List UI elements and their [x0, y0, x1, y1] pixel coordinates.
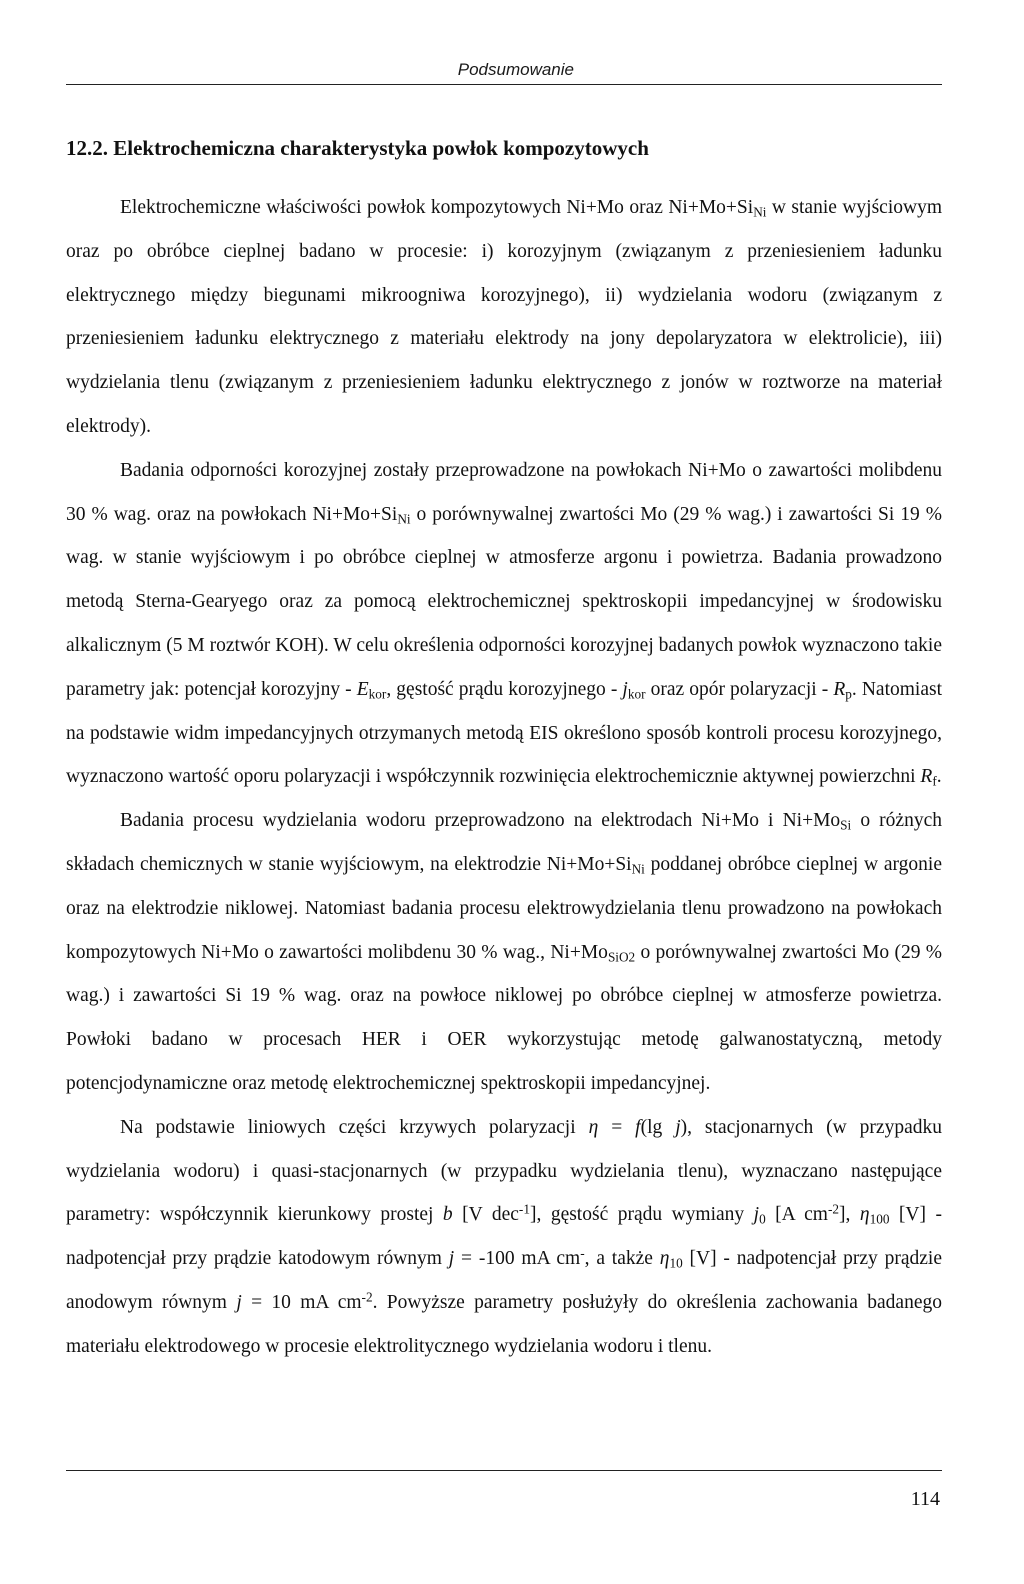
subscript: Ni — [631, 861, 645, 877]
subscript: SiO2 — [607, 948, 636, 964]
text-run: = -100 mA cm — [454, 1248, 581, 1270]
subscript: kor — [368, 686, 387, 702]
italic-symbol: j — [675, 1116, 681, 1138]
text-run: (lg — [640, 1116, 676, 1138]
text-run: . Powyższe parametry posłużyły do określenia zachowania badanego materiału elektrodowego w procesie elektrolitycznego wydzielania wodoru i tlenu. — [66, 1291, 942, 1357]
running-header: Podsumowanie — [457, 60, 574, 79]
italic-symbol: η — [588, 1116, 599, 1138]
body-text — [66, 186, 942, 1369]
italic-symbol: j — [753, 1204, 760, 1226]
italic-symbol: η — [659, 1248, 670, 1270]
subscript: 100 — [869, 1211, 890, 1227]
text-run: . — [936, 766, 942, 788]
text-run: Na podstawie liniowych części krzywych polaryzacji — [120, 1116, 589, 1138]
text-run: oraz opór polaryzacji - — [645, 678, 834, 700]
subscript: kor — [627, 686, 646, 702]
paragraph — [66, 799, 942, 1106]
text-run: [V] - nadpotencjał przy prądzie anodowym równym — [66, 1248, 942, 1313]
text-run: . Natomiast na podstawie widm impedancyjnych otrzymanych metodą EIS określono sposób kontroli procesu korozyjnego, wyznaczono wartość oporu polaryzacji i współczynnik rozwinięcia elektrochemicznie aktywnej powierzchni — [66, 678, 942, 788]
page-number: 114 — [910, 1488, 940, 1510]
superscript: -1 — [518, 1201, 530, 1217]
subscript: f — [932, 773, 937, 789]
italic-symbol: j — [236, 1291, 242, 1313]
italic-symbol: R — [833, 678, 846, 700]
text-run: o porównywalnej zwartości Mo (29 % wag.) i zawartości Si 19 % wag. w stanie wyjściowym i po obróbce cieplnej w atmosferze argonu i powietrza. Badania prowadzono metodą Sterna-Gearyego oraz za pomocą elektrochemicznej spektroskopii impedancyjnej w środowisku alkalicznym (5 M roztwór KOH). W celu określenia odporności korozyjnej badanych powłok wyznaczono takie parametry jak: potencjał korozyjny - — [66, 503, 942, 700]
italic-symbol: b — [442, 1204, 453, 1226]
text-run: [V dec — [452, 1204, 519, 1226]
subscript: p — [845, 686, 852, 702]
paragraph — [66, 449, 942, 799]
section-heading: 12.2. Elektrochemiczna charakterystyka powłok kompozytowych — [66, 136, 649, 160]
text-run: [A cm — [765, 1204, 828, 1226]
text-run: ], — [839, 1204, 860, 1226]
superscript: -2 — [361, 1289, 373, 1305]
text-run: Elektrochemiczne właściwości powłok kompozytowych Ni+Mo oraz Ni+Mo+Si — [120, 197, 754, 218]
subscript: 10 — [669, 1255, 683, 1271]
subscript: Si — [840, 817, 852, 833]
subscript: Ni — [753, 204, 767, 220]
italic-symbol: η — [859, 1204, 870, 1226]
italic-symbol: R — [920, 766, 933, 788]
text-run: poddanej obróbce cieplnej w argonie oraz na elektrodzie niklowej. Natomiast badania procesu elektrowydzielania tlenu prowadzono na powłokach kompozytowych Ni+Mo o zawartości molibdenu 30 % wag., Ni+Mo — [66, 853, 942, 963]
paragraph — [66, 186, 942, 449]
text-run: = 10 mA cm — [241, 1291, 362, 1313]
text-run: o porównywalnej zwartości Mo (29 % wag.) i zawartości Si 19 % wag. oraz na powłoce niklowej po obróbce cieplnej w atmosferze powietrza. Powłoki badano w procesach HER i OER wykorzystując metodę galwanostatyczną, metody potencjodynamiczne oraz metodę elektrochemicznej spektroskopii impedancyjnej. — [66, 941, 942, 1094]
text-run: Badania procesu wydzielania wodoru przeprowadzono na elektrodach Ni+Mo i Ni+Mo — [120, 810, 841, 832]
text-run: , gęstość prądu korozyjnego - — [386, 678, 623, 700]
superscript: -2 — [827, 1201, 840, 1217]
text-run: [V] - nadpotencjał przy prądzie katodowym równym — [66, 1204, 942, 1270]
text-run: = — [598, 1116, 636, 1138]
italic-symbol: j — [448, 1248, 455, 1270]
italic-symbol: E — [356, 678, 369, 700]
subscript: Ni — [397, 510, 411, 526]
italic-symbol: f — [635, 1116, 641, 1138]
header-rule — [66, 84, 942, 85]
text-run: w stanie wyjściowym oraz po obróbce cieplnej badano w procesie: i) korozyjnym (związanym z przeniesieniem ładunku elektrycznego między biegunami mikroogniwa korozyjnego), ii) wydzielania wodoru (związanym z przeniesieniem ładunku elektrycznego z materiału elektrody na jony depolaryzatora w elektrolicie), iii) wydzielania tlenu (związanym z przeniesieniem ładunku elektrycznego z jonów w roztworze na materiał elektrody). — [66, 197, 942, 437]
italic-symbol: j — [622, 678, 628, 700]
subscript: 0 — [759, 1211, 766, 1227]
text-run: , a także — [584, 1248, 660, 1270]
text-run: ], gęstość prądu wymiany — [529, 1204, 754, 1226]
text-run: ), stacjonarnych (w przypadku wydzielania wodoru) i quasi-stacjonarnych (w przypadku wydzielania tlenu), wyznaczano następujące parametry: współczynnik kierunkowy prostej — [66, 1116, 942, 1226]
text-run: o różnych składach chemicznych w stanie wyjściowym, na elektrodzie Ni+Mo+Si — [66, 810, 942, 875]
footer-rule — [66, 1470, 942, 1471]
superscript: - — [580, 1245, 585, 1261]
paragraph — [66, 1106, 942, 1369]
text-run: Badania odporności korozyjnej zostały przeprowadzone na powłokach Ni+Mo o zawartości molibdenu 30 % wag. oraz na powłokach Ni+Mo+Si — [66, 459, 942, 525]
